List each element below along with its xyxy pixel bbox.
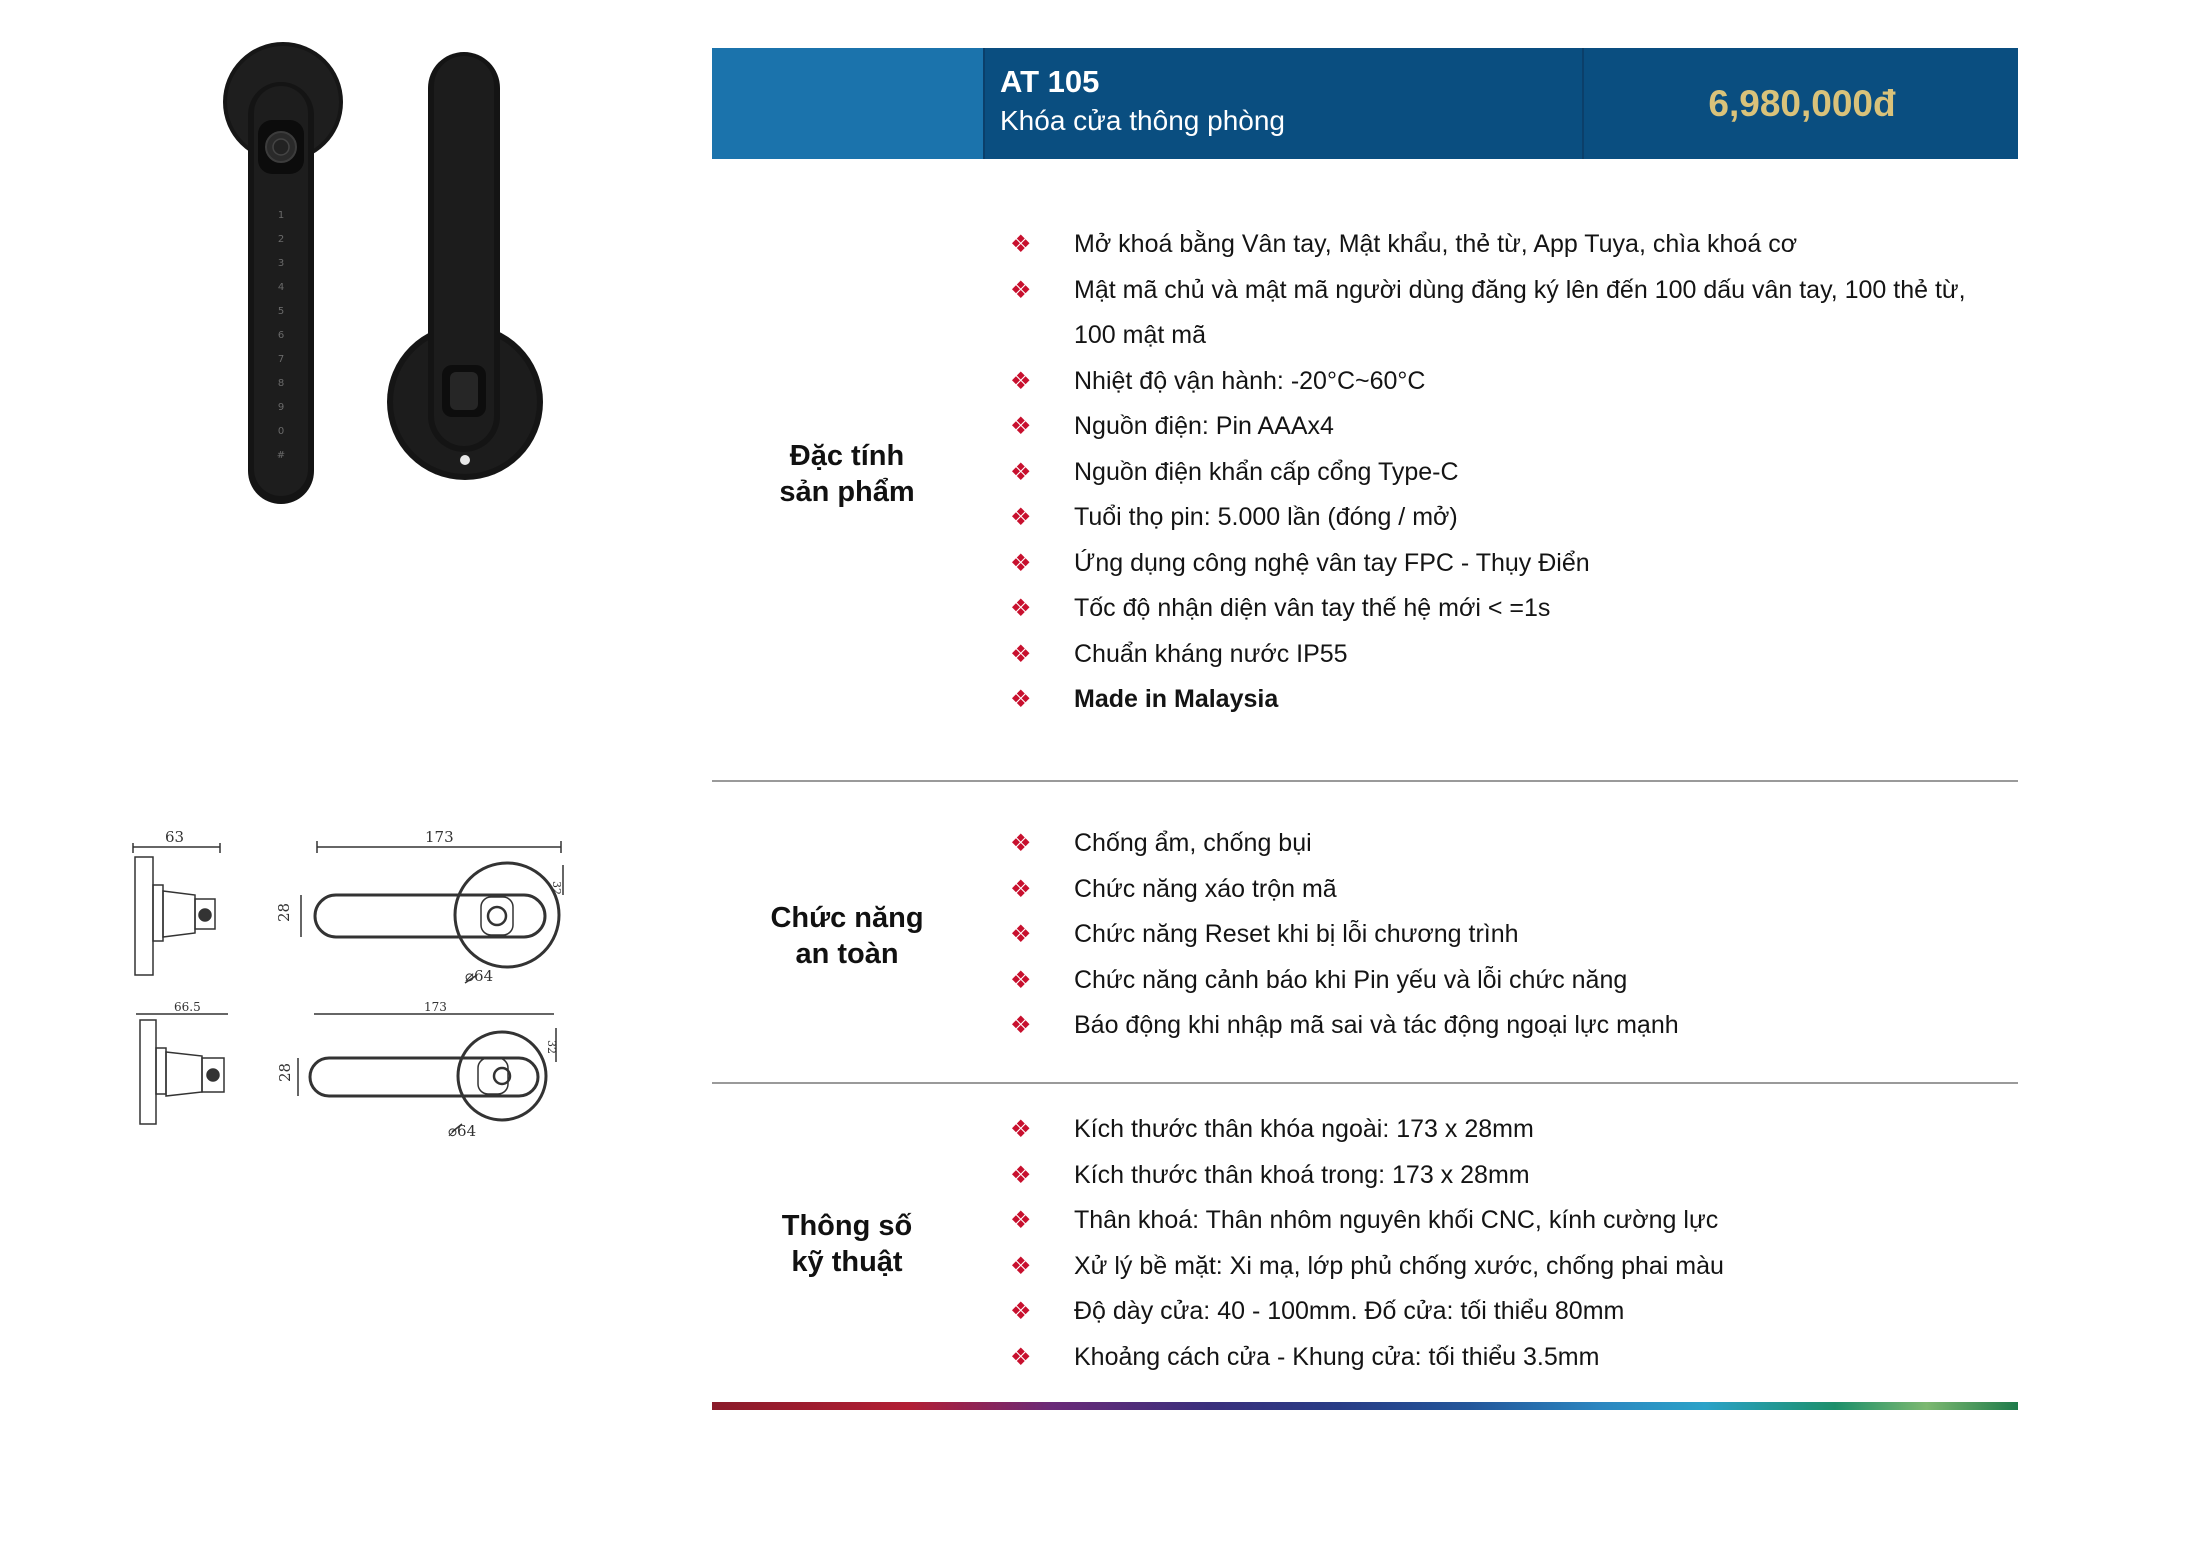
bullet-icon: ❖ [1010, 1207, 1032, 1234]
list-item: ❖ Nguồn điện khẩn cấp cổng Type-C [1010, 450, 2000, 496]
bullet-icon: ❖ [1010, 1116, 1032, 1143]
section-title-line: sản phẩm [779, 476, 915, 508]
bullet-icon: ❖ [1010, 1252, 1032, 1280]
bullet-icon: ❖ [1010, 595, 1032, 622]
section-divider [712, 780, 2018, 782]
list-item: ❖ Kích thước thân khoá trong: 173 x 28mm [1010, 1153, 2000, 1199]
dim-height-label: 28 [275, 902, 293, 922]
product-price: 6,980,000đ [1708, 83, 1896, 124]
list-item: ❖ Ứng dụng công nghệ vân tay FPC - Thụy Điển [1010, 541, 2000, 587]
list-item: ❖ Made in Malaysia [1010, 677, 2000, 723]
section-divider [712, 1082, 2018, 1084]
safety-list [1010, 821, 2000, 1049]
section-title-safety [712, 900, 982, 972]
section-title-line: Đặc tính [789, 440, 905, 472]
list-item: ❖ Mật mã chủ và mật mã người dùng đăng ký lên đến 100 dấu vân tay, 100 thẻ từ, 100 mật mã [1010, 268, 2000, 359]
section-title-line: Thông số [781, 1210, 913, 1242]
specs-list [1010, 1107, 2000, 1380]
bullet-icon: ❖ [1010, 1161, 1032, 1189]
list-item: ❖ Chuẩn kháng nước IP55 [1010, 632, 2000, 678]
list-item: ❖ Mở khoá bằng Vân tay, Mật khẩu, thẻ từ, App Tuya, chìa khoá cơ [1010, 222, 2000, 268]
keypad-digit: 5 [277, 306, 285, 317]
keypad-digit: 0 [277, 426, 285, 437]
bullet-icon: ❖ [1010, 686, 1032, 713]
keypad-digit: 9 [277, 402, 285, 413]
bullet-icon: ❖ [1010, 1012, 1032, 1039]
section-title-line: Chức năng [770, 902, 924, 934]
product-subtitle: Khóa cửa thông phòng [1000, 105, 1285, 136]
keypad-digit: # [276, 450, 286, 461]
bullet-icon: ❖ [1010, 367, 1032, 395]
list-item: ❖ Chức năng cảnh báo khi Pin yếu và lỗi chức năng [1010, 958, 2000, 1004]
keypad-digit: 1 [277, 210, 285, 221]
dim-length-label: 173 [425, 828, 454, 846]
list-item: ❖ Nhiệt độ vận hành: -20°C~60°C [1010, 359, 2000, 405]
header-price-block [1582, 48, 2018, 159]
dim-diameter-label: ⌀64 [448, 1122, 477, 1140]
bullet-icon: ❖ [1010, 1298, 1032, 1325]
section-title-line: an toàn [795, 938, 899, 970]
bullet-icon: ❖ [1010, 549, 1032, 577]
bullet-icon: ❖ [1010, 830, 1032, 857]
product-header [712, 48, 2018, 159]
dim-length-label: 173 [424, 1000, 447, 1014]
keypad-digit: 4 [277, 282, 285, 293]
bullet-icon: ❖ [1010, 413, 1032, 440]
list-item: ❖ Chức năng Reset khi bị lỗi chương trình [1010, 912, 2000, 958]
list-item: ❖ Độ dày cửa: 40 - 100mm. Đố cửa: tối thiểu 80mm [1010, 1289, 2000, 1335]
list-item: ❖ Xử lý bề mặt: Xi mạ, lớp phủ chống xước, chống phai màu [1010, 1244, 2000, 1290]
list-item: ❖ Nguồn điện: Pin AAAx4 [1010, 404, 2000, 450]
list-item: ❖ Kích thước thân khóa ngoài: 173 x 28mm [1010, 1107, 2000, 1153]
section-title-features [712, 438, 982, 510]
bullet-icon: ❖ [1010, 1343, 1032, 1371]
bullet-icon: ❖ [1010, 921, 1032, 948]
dimension-drawing-top [125, 825, 565, 985]
header-title-block [983, 48, 1582, 159]
dim-width-label: 66.5 [174, 1000, 201, 1014]
bullet-icon: ❖ [1010, 458, 1032, 486]
list-item: ❖ Chống ẩm, chống bụi [1010, 821, 2000, 867]
list-item: ❖ Báo động khi nhập mã sai và tác động ngoại lực mạnh [1010, 1003, 2000, 1049]
keypad-digit: 7 [277, 354, 285, 365]
list-item: ❖ Chức năng xáo trộn mã [1010, 867, 2000, 913]
dim-side-label: 32 [545, 1040, 558, 1054]
product-model: AT 105 [1000, 64, 1100, 99]
dimension-drawing-bottom [130, 1000, 560, 1140]
bullet-icon: ❖ [1010, 875, 1032, 903]
keypad-digit: 8 [277, 378, 285, 389]
section-title-line: kỹ thuật [791, 1246, 903, 1278]
list-item: ❖ Tốc độ nhận diện vân tay thế hệ mới < =1s [1010, 586, 2000, 632]
keypad-digit: 3 [277, 258, 285, 269]
dim-width-label: 63 [165, 828, 185, 846]
bullet-icon: ❖ [1010, 276, 1032, 304]
keypad-digit: 2 [277, 234, 285, 245]
section-title-specs [712, 1208, 982, 1280]
footer-color-bar [712, 1402, 2018, 1410]
dim-diameter-label: ⌀64 [465, 967, 494, 985]
list-item: ❖ Tuổi thọ pin: 5.000 lần (đóng / mở) [1010, 495, 2000, 541]
features-list [1010, 222, 2000, 723]
list-item: ❖ Thân khoá: Thân nhôm nguyên khối CNC, kính cường lực [1010, 1198, 2000, 1244]
header-accent-block [712, 48, 983, 159]
dim-side-label: 32 [550, 881, 563, 895]
bullet-icon: ❖ [1010, 504, 1032, 531]
list-item: ❖ Khoảng cách cửa - Khung cửa: tối thiểu 3.5mm [1010, 1335, 2000, 1381]
bullet-icon: ❖ [1010, 640, 1032, 668]
bullet-icon: ❖ [1010, 966, 1032, 994]
dim-height-label: 28 [276, 1062, 294, 1082]
product-photo [180, 20, 570, 510]
keypad-digit: 6 [277, 330, 285, 341]
bullet-icon: ❖ [1010, 231, 1032, 258]
